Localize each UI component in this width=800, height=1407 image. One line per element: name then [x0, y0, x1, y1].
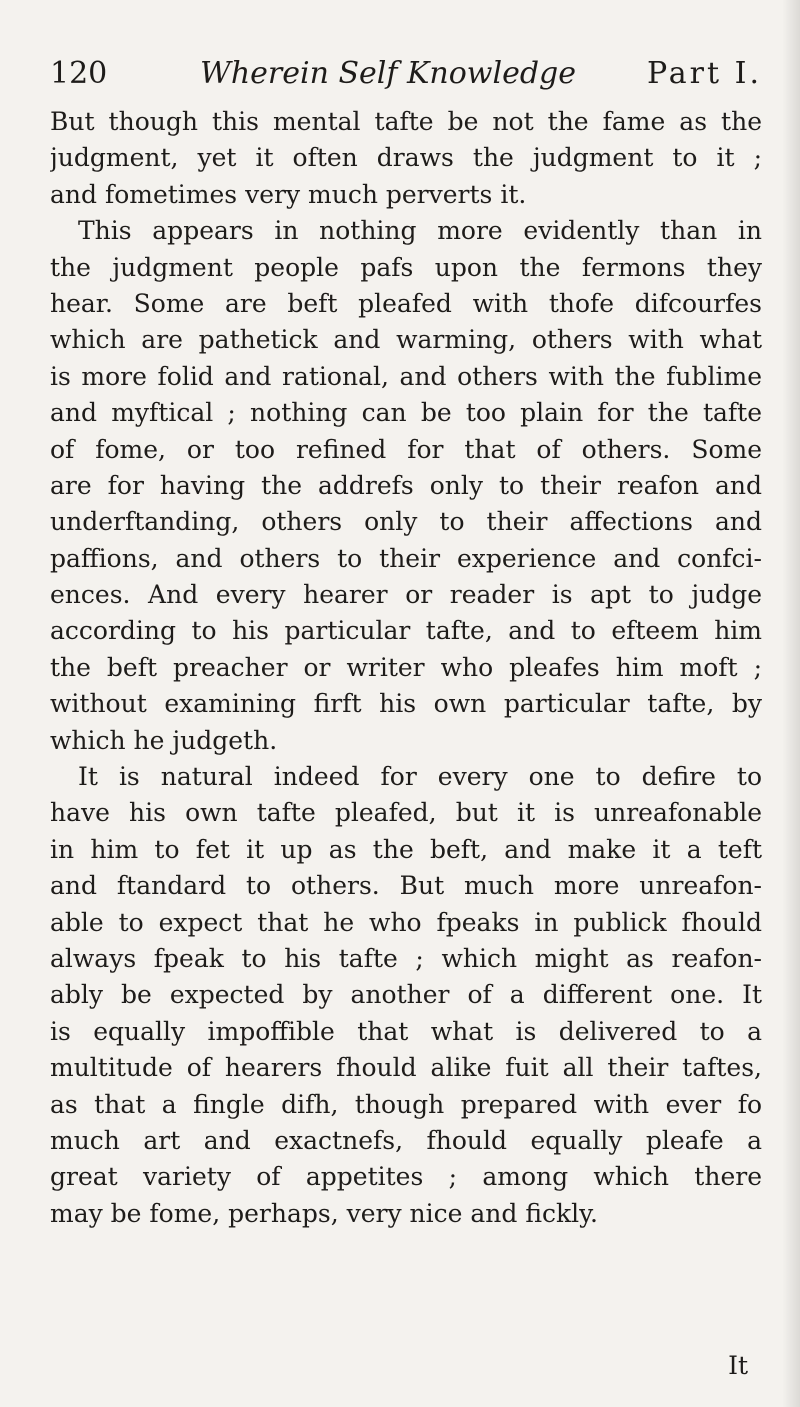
text-line: great variety of appetites ; among which there — [50, 1162, 762, 1192]
text-line: paffions, and others to their experience and confci- — [50, 543, 762, 573]
running-title: Wherein Self Knowledge — [200, 56, 576, 91]
text-line: the beft preacher or writer who pleafes him moft ; — [50, 652, 762, 682]
text-line: in him to fet it up as the beft, and make it a teft — [50, 834, 762, 864]
text-line: and fometimes very much perverts it. — [50, 179, 527, 209]
page-edge-shadow — [782, 0, 800, 1407]
text-line: But though this mental tafte be not the fame as the — [50, 107, 762, 136]
text-line: multitude of hearers fhould alike fuit all their taftes, — [50, 1053, 762, 1083]
text-line: always fpeak to his tafte ; which might as reafon- — [50, 943, 762, 973]
part-label: Part I. — [646, 56, 762, 91]
text-line: are for having the addrefs only to their reafon and — [50, 470, 762, 500]
text-line: which are pathetick and warming, others with what — [50, 325, 762, 355]
text-line: without examining firft his own particular tafte, by — [50, 689, 762, 719]
text-line: of fome, or too refined for that of others. Some — [50, 434, 762, 464]
text-line: able to expect that he who fpeaks in publick fhould — [50, 907, 762, 937]
text-line: ences. And every hearer or reader is apt to judge — [50, 580, 762, 610]
text-line: may be fome, perhaps, very nice and fickly. — [50, 1198, 598, 1228]
text-line: ably be expected by another of a different one. It — [50, 980, 762, 1010]
text-line: according to his particular tafte, and to efteem him — [50, 616, 762, 646]
body-text — [50, 104, 762, 1232]
text-line: which he judgeth. — [50, 725, 278, 755]
text-line: as that a fingle difh, though prepared with ever fo — [50, 1089, 762, 1119]
page-number: 120 — [50, 56, 108, 91]
catchword: It — [728, 1351, 748, 1380]
text-line: hear. Some are beft pleafed with thofe difcourfes — [50, 288, 762, 318]
text-line: and myftical ; nothing can be too plain for the tafte — [50, 398, 762, 428]
text-line: It is natural indeed for every one to defire to — [78, 762, 762, 792]
text-line: have his own tafte pleafed, but it is unreafonable — [50, 798, 762, 828]
text-line: much art and exactnefs, fhould equally pleafe a — [50, 1125, 762, 1155]
text-line: judgment, yet it often draws the judgment to it ; — [50, 143, 762, 173]
text-line: underftanding, others only to their affections and — [50, 507, 762, 537]
text-line: and ftandard to others. But much more unreafon- — [50, 871, 762, 901]
running-header — [50, 52, 762, 96]
text-line: is equally impoffible that what is delivered to a — [50, 1016, 762, 1046]
text-line: is more folid and rational, and others with the fublime — [50, 361, 762, 391]
text-line: This appears in nothing more evidently than in — [78, 216, 762, 246]
text-line: the judgment people pafs upon the fermons they — [50, 252, 762, 282]
